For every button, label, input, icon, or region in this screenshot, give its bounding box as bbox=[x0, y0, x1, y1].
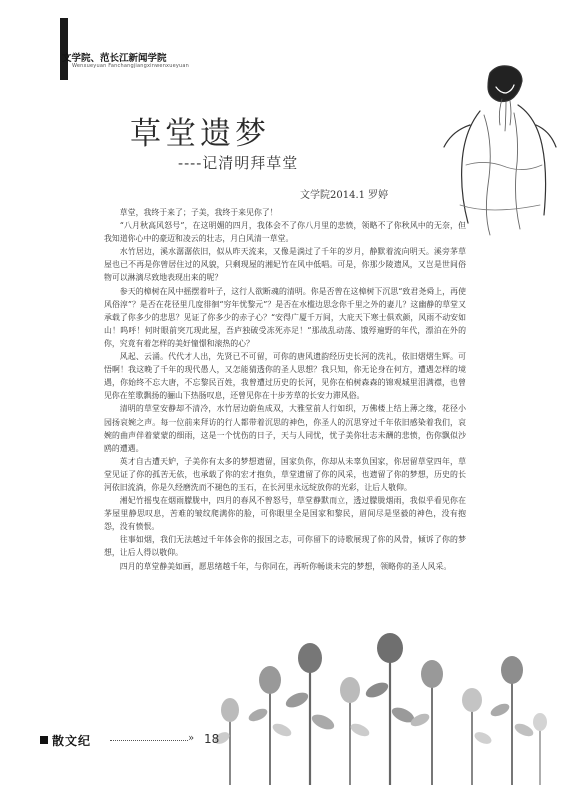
paragraph: 水竹居边，溪水潺潺依旧，似从昨天流来，又像是淌过了千年的岁月，静默着流向明天。溪旁茅草屋也已不再是你曾居住过的风貌，只剩现屋的湘妃竹在风中低唱。可是，你那少陵遗风，又岂是世间俗物可以淋漓尽致地表现出来的呢？ bbox=[104, 247, 466, 283]
paragraph: “八月秋高风怒号”，在这明媚的四月，我体会不了你八月里的悲愤，领略不了你秋风中的无奈，但我知道你心中的豪迈和凌云的壮志，月白风清一草堂。 bbox=[104, 221, 466, 244]
footer-arrow-icon: » bbox=[188, 733, 195, 744]
paragraph: 风起、云涌。代代才人出，先贤已不可留，可你的唐风遗韵经历史长河的洗礼，依旧熠熠生辉。可悟啊！我这晚了千年的现代愚人，又怎能猜透你的圣人思想？我只知，你无论身在何方，遭遇怎样的境遇，你始终不忘大唐，不忘黎民百姓，我曾遭过历史的长河，见你在柏树森森的锦观城里泪满襟，也曾见你在笙歌飘扬的骊山下热肠叹息，还曾见你在十步芳草的长安力滞风俗。 bbox=[104, 352, 466, 401]
article-byline: 文学院2014.1 罗婷 bbox=[300, 190, 389, 201]
paragraph: 湘妃竹摇曳在烟雨朦胧中，四月的春风不曾怒号，草堂静默而立，透过朦胧烟雨，我似乎看见你在茅屋里静思叹息，苦难的皱纹爬满你的脸，可你眼里全是国家和黎民，眉间尽是坚毅的神色，没有抱怨，没有愤恨。 bbox=[104, 496, 466, 532]
article-subtitle: ----记清明拜草堂 bbox=[178, 154, 299, 172]
page-number: 18 bbox=[204, 732, 220, 746]
article-body bbox=[104, 206, 466, 573]
paragraph: 清明的草堂安静却不清冷，水竹居边蔚鱼成双，大雅堂前人行如织，万佛楼上结上薄之缘，花径小园扬哀婉之声。每一位前来拜访的行人都带着沉思的神色，你圣人的沉思穿过千年依旧感染着我们，哀婉的曲声伴着蒙蒙的细雨，这是一个忧伤的日子，天与人同忧，忧子美你壮志未酬的悲愤，伤你飘似沙鸥的遭遇。 bbox=[104, 404, 466, 453]
section-tag: 文学院、范长江新闻学院 bbox=[62, 53, 167, 64]
footer-square-icon bbox=[40, 736, 48, 744]
footer-section-label: 散文纪 bbox=[52, 734, 92, 748]
paragraph: 英才自古遭天妒，子美你有太多的梦想遗留，国家负你，你却从未辜负国家，你居留草堂四年，草堂见证了你的孤苦无依，也承载了你的宏才抱负，草堂遗留了你的风采，也遗留了你的梦想，历史的长河依旧流淌，你是久经磨洗而不褪色的玉石，在长河里永远绽放你的光彩，让后人敬仰。 bbox=[104, 456, 466, 492]
decorative-plants-illustration bbox=[200, 630, 550, 785]
paragraph: 草堂，我终于来了；子美，我终于来见你了！ bbox=[119, 208, 278, 217]
paragraph: 往事如烟，我们无法越过千年体会你的报国之志，可你留下的诗歌展现了你的风骨，倾诉了你的梦想，让后人得以敬仰。 bbox=[104, 535, 466, 558]
section-tag-pinyin: Wenxueyuan Fanchangjiangxinwenxueyuan bbox=[72, 63, 190, 69]
header-bar bbox=[60, 18, 68, 80]
footer-dotted-rule bbox=[110, 740, 188, 741]
article-title: 草堂遗梦 bbox=[130, 116, 270, 152]
paragraph: 四月的草堂静美如画，愿思绪越千年，与你同在，再听你畅谈未完的梦想，领略你的圣人风采。 bbox=[119, 561, 452, 571]
paragraph: 参天的樟树在风中摇摆着叶子，这行人欲断魂的清明。你是否曾在这樟树下沉思“致君尧舜上，再使风俗淳”？是否在花径里几度徘徊“穷年忧黎元”？是否在水槛边思念你千里之外的妻儿？这幽静的草堂又承载了你多少的悲思？见证了你多少的赤子心？“安得广厦千万间，大庇天下寒士俱欢颜，风雨不动安如山！呜呼！何时眼前突兀现此屋，吾庐独破受冻死亦足！”那战乱动荡、饿殍遍野的年代，漂泊在外的你，究竟有着怎样的美好憧憬和滚热的心？ bbox=[104, 286, 466, 348]
